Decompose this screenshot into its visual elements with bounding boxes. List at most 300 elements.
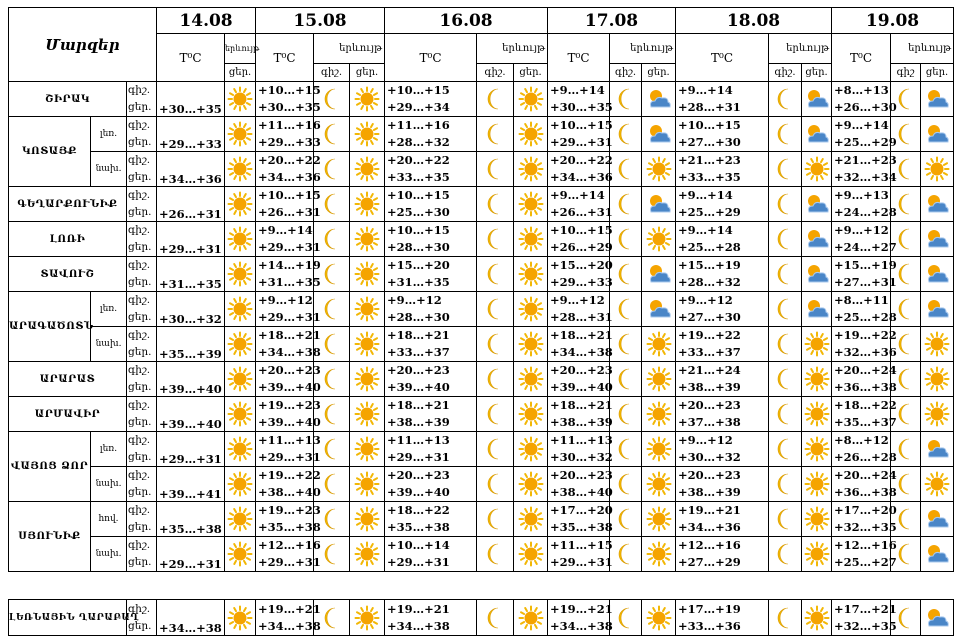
temp-range <box>256 117 321 152</box>
temp-range <box>832 537 897 572</box>
moon-icon <box>477 327 514 362</box>
night-temp: +20…+23 <box>678 398 741 412</box>
moon-icon <box>769 152 802 187</box>
day-night-label <box>127 362 157 397</box>
date-header: 14.08 <box>157 8 256 34</box>
sun-icon <box>802 467 832 502</box>
night-temp: +11…+15 <box>550 538 613 552</box>
temp-range <box>832 502 897 537</box>
table-row <box>9 537 954 572</box>
sun-icon <box>350 537 385 572</box>
partly-cloudy-icon <box>802 82 832 117</box>
day-night-label <box>127 397 157 432</box>
partly-cloudy-icon <box>921 292 954 327</box>
temp-range <box>256 327 321 362</box>
moon-icon <box>610 117 642 152</box>
day-temp: +33…+37 <box>678 345 741 359</box>
day-label: ցեր. <box>128 556 152 568</box>
night-temp: +9…+13 <box>834 188 889 202</box>
partly-cloudy-icon <box>802 292 832 327</box>
day-header: ցեր. <box>642 64 676 82</box>
temp-value: +35…+39 <box>157 327 225 362</box>
sun-icon <box>225 257 256 292</box>
subregion-label: լեռ. <box>91 432 127 467</box>
temp-range <box>256 362 321 397</box>
day-temp: +28…+32 <box>387 135 450 149</box>
temp-range <box>256 502 321 537</box>
temp-range <box>676 82 769 117</box>
day-temp: +25…+28 <box>834 310 897 324</box>
day-temp: +25…+29 <box>678 205 741 219</box>
day-label: ցեր. <box>128 451 152 463</box>
day-temp: +34…+38 <box>550 345 613 359</box>
temp-header: T⁰C <box>157 34 225 82</box>
partly-cloudy-icon <box>921 117 954 152</box>
sun-icon <box>350 600 385 636</box>
temp-value: +34…+36 <box>157 152 225 187</box>
sun-icon <box>350 187 385 222</box>
sun-icon <box>225 397 256 432</box>
partly-cloudy-icon <box>921 257 954 292</box>
moon-icon <box>769 292 802 327</box>
sun-icon <box>225 327 256 362</box>
day-label: ցեր. <box>128 416 152 428</box>
moon-icon <box>477 502 514 537</box>
temp-range <box>385 187 477 222</box>
region-name: ՏԱՎՈՒՇ <box>9 257 127 292</box>
night-temp: +20…+23 <box>550 468 613 482</box>
day-temp: +26…+31 <box>258 205 321 219</box>
day-header: ցեր. <box>225 64 256 82</box>
moon-icon <box>769 600 802 636</box>
temp-range <box>256 82 321 117</box>
day-temp: +37…+38 <box>678 415 741 429</box>
temp-range <box>256 600 321 636</box>
moon-icon <box>610 502 642 537</box>
temp-value: +29…+31 <box>157 222 225 257</box>
subregion-label: հով. <box>91 502 127 537</box>
night-temp: +9…+12 <box>258 293 313 307</box>
subregion-label: նախ. <box>91 467 127 502</box>
date-header: 16.08 <box>385 8 548 34</box>
night-label: գիշ. <box>128 539 151 551</box>
sun-icon <box>802 600 832 636</box>
night-header: գիշ. <box>610 64 642 82</box>
subregion-label: նախ. <box>91 537 127 572</box>
temp-range <box>256 397 321 432</box>
moon-icon <box>477 117 514 152</box>
day-temp: +30…+32 <box>678 450 741 464</box>
day-temp: +38…+39 <box>387 415 450 429</box>
day-temp: +39…+40 <box>550 380 613 394</box>
night-temp: +12…+16 <box>678 538 741 552</box>
day-temp: +38…+40 <box>258 485 321 499</box>
temp-range <box>385 467 477 502</box>
temp-range <box>832 222 897 257</box>
day-temp: +36…+38 <box>834 380 897 394</box>
moon-icon <box>769 362 802 397</box>
night-temp: +19…+22 <box>678 328 741 342</box>
day-temp: +29…+33 <box>258 135 321 149</box>
day-label: ցեր. <box>128 206 152 218</box>
day-night-label <box>127 187 157 222</box>
moon-icon <box>769 327 802 362</box>
sun-icon <box>802 152 832 187</box>
forecast-table <box>8 7 954 572</box>
day-temp: +27…+30 <box>678 310 741 324</box>
temp-range <box>548 82 613 117</box>
moon-icon <box>477 467 514 502</box>
temp-value: +30…+32 <box>157 292 225 327</box>
table-row <box>9 397 954 432</box>
sun-icon <box>225 222 256 257</box>
temp-range <box>832 152 897 187</box>
sun-icon <box>350 82 385 117</box>
day-temp: +29…+33 <box>550 275 613 289</box>
temp-range <box>256 537 321 572</box>
moon-icon <box>610 467 642 502</box>
temp-range <box>832 117 897 152</box>
night-temp: +9…+12 <box>834 223 889 237</box>
day-temp: +29…+31 <box>550 135 613 149</box>
night-temp: +19…+21 <box>258 601 321 616</box>
temp-range <box>676 397 769 432</box>
moon-icon <box>477 432 514 467</box>
sun-icon <box>802 397 832 432</box>
day-temp: +25…+29 <box>834 135 897 149</box>
moon-icon <box>610 222 642 257</box>
day-temp: +30…+35 <box>550 100 613 114</box>
moon-icon <box>769 397 802 432</box>
temp-range <box>385 397 477 432</box>
region-name: ԱՐԱԳԱԾՈՏՆ <box>9 292 91 362</box>
night-temp: +11…+13 <box>387 433 450 447</box>
moon-icon <box>610 152 642 187</box>
sun-icon <box>225 362 256 397</box>
temp-range <box>832 600 897 636</box>
temp-range <box>385 82 477 117</box>
day-temp: +31…+35 <box>387 275 450 289</box>
night-temp: +9…+12 <box>550 293 605 307</box>
moon-icon <box>610 187 642 222</box>
night-temp: +9…+14 <box>678 223 733 237</box>
temp-range <box>676 292 769 327</box>
night-temp: +8…+13 <box>834 83 889 97</box>
region-name: ԼՈՌԻ <box>9 222 127 257</box>
night-label: գիշ. <box>128 259 151 271</box>
day-temp: +26…+30 <box>834 100 897 114</box>
night-header: գիշ. <box>769 64 802 82</box>
temp-range <box>676 467 769 502</box>
moon-icon <box>769 187 802 222</box>
day-header: ցեր. <box>802 64 832 82</box>
moon-icon <box>610 257 642 292</box>
moon-icon <box>610 82 642 117</box>
day-temp: +35…+38 <box>387 520 450 534</box>
night-label: գիշ. <box>128 224 151 236</box>
day-temp: +39…+40 <box>387 380 450 394</box>
sun-icon <box>514 117 548 152</box>
sun-icon <box>225 467 256 502</box>
day-temp: +25…+30 <box>387 205 450 219</box>
night-header: գիշ. <box>314 64 350 82</box>
day-temp: +34…+38 <box>258 618 321 633</box>
sun-icon <box>350 152 385 187</box>
moon-icon <box>477 257 514 292</box>
temp-range <box>548 117 613 152</box>
partly-cloudy-icon <box>642 187 676 222</box>
temp-range <box>548 187 613 222</box>
temp-range <box>385 537 477 572</box>
phenomena-header: երևույթ <box>477 34 548 64</box>
table-row <box>9 327 954 362</box>
sun-icon <box>350 502 385 537</box>
table-row <box>9 600 954 636</box>
day-temp: +28…+31 <box>678 100 741 114</box>
night-label: գիշ. <box>128 119 151 131</box>
table-row <box>9 152 954 187</box>
temp-range <box>548 292 613 327</box>
day-temp: +32…+35 <box>834 618 897 633</box>
night-header: գիշ. <box>477 64 514 82</box>
temp-range <box>385 327 477 362</box>
temp-range <box>548 362 613 397</box>
day-night-label <box>127 600 157 636</box>
night-temp: +9…+14 <box>678 188 733 202</box>
night-label: գիշ. <box>128 602 151 615</box>
night-temp: +17…+20 <box>834 503 897 517</box>
day-header: ցեր. <box>921 64 954 82</box>
day-label: ցեր. <box>128 311 152 323</box>
night-temp: +10…+15 <box>678 118 741 132</box>
day-label: ցեր. <box>128 241 152 253</box>
night-temp: +9…+14 <box>678 83 733 97</box>
date-header: 17.08 <box>548 8 676 34</box>
sun-icon <box>921 362 954 397</box>
night-temp: +20…+22 <box>258 153 321 167</box>
night-temp: +10…+15 <box>550 118 613 132</box>
night-temp: +11…+13 <box>258 433 321 447</box>
night-temp: +9…+14 <box>550 188 605 202</box>
temp-range <box>256 187 321 222</box>
night-label: գիշ. <box>128 434 151 446</box>
day-temp: +27…+31 <box>834 275 897 289</box>
sun-icon <box>802 537 832 572</box>
day-temp: +24…+27 <box>834 240 897 254</box>
night-temp: +20…+22 <box>387 153 450 167</box>
region-name: ԱՐՄԱՎԻՐ <box>9 397 127 432</box>
night-temp: +10…+14 <box>387 538 450 552</box>
sun-icon <box>514 82 548 117</box>
temp-range <box>548 600 613 636</box>
sun-icon <box>802 502 832 537</box>
sun-icon <box>642 362 676 397</box>
night-temp: +8…+12 <box>834 433 889 447</box>
moon-icon <box>769 502 802 537</box>
temp-range <box>676 537 769 572</box>
day-temp: +33…+37 <box>387 345 450 359</box>
temp-range <box>385 432 477 467</box>
moon-icon <box>769 82 802 117</box>
night-temp: +19…+22 <box>834 328 897 342</box>
night-temp: +10…+15 <box>550 223 613 237</box>
sun-icon <box>514 502 548 537</box>
day-temp: +26…+31 <box>550 205 613 219</box>
partly-cloudy-icon <box>921 502 954 537</box>
night-temp: +19…+21 <box>387 601 450 616</box>
partly-cloudy-icon <box>921 432 954 467</box>
day-temp: +38…+40 <box>550 485 613 499</box>
temp-range <box>676 222 769 257</box>
phenomena-header: երևույթ <box>769 34 832 64</box>
day-label: ցեր. <box>128 276 152 288</box>
phenomena-header: երևույթ <box>225 34 256 64</box>
date-header: 19.08 <box>832 8 954 34</box>
day-temp: +28…+31 <box>550 310 613 324</box>
day-temp: +28…+32 <box>678 275 741 289</box>
sun-icon <box>514 292 548 327</box>
temp-header: T⁰C <box>385 34 477 82</box>
moon-icon <box>477 397 514 432</box>
moon-icon <box>477 152 514 187</box>
night-temp: +11…+16 <box>258 118 321 132</box>
temp-header: T⁰C <box>548 34 610 82</box>
night-temp: +19…+22 <box>258 468 321 482</box>
night-temp: +18…+22 <box>834 398 897 412</box>
day-temp: +35…+38 <box>258 520 321 534</box>
day-label: ցեր. <box>128 486 152 498</box>
day-label: ցեր. <box>128 521 152 533</box>
night-temp: +11…+16 <box>387 118 450 132</box>
moon-icon <box>477 537 514 572</box>
day-temp: +39…+40 <box>258 415 321 429</box>
day-temp: +29…+31 <box>387 555 450 569</box>
region-name: ՍՅՈՒՆԻՔ <box>9 502 91 572</box>
sun-icon <box>225 502 256 537</box>
sun-icon <box>350 327 385 362</box>
temp-header: T⁰C <box>256 34 314 82</box>
moon-icon <box>610 327 642 362</box>
night-temp: +18…+21 <box>387 398 450 412</box>
night-temp: +20…+22 <box>550 153 613 167</box>
subregion-label: նախ. <box>91 327 127 362</box>
moon-icon <box>477 187 514 222</box>
night-temp: +21…+23 <box>834 153 897 167</box>
night-label: գիշ. <box>128 399 151 411</box>
moon-icon <box>769 222 802 257</box>
night-temp: +14…+19 <box>258 258 321 272</box>
sun-icon <box>642 600 676 636</box>
temp-header: T⁰C <box>832 34 891 82</box>
day-temp: +24…+28 <box>834 205 897 219</box>
day-temp: +27…+30 <box>678 135 741 149</box>
moon-icon <box>477 362 514 397</box>
partly-cloudy-icon <box>921 82 954 117</box>
day-label: ցեր. <box>128 101 152 113</box>
night-header: գիշ <box>891 64 921 82</box>
moon-icon <box>477 292 514 327</box>
night-temp: +19…+23 <box>258 503 321 517</box>
day-temp: +30…+35 <box>258 100 321 114</box>
temp-range <box>548 327 613 362</box>
day-temp: +29…+31 <box>550 555 613 569</box>
night-temp: +10…+15 <box>387 188 450 202</box>
temp-range <box>548 222 613 257</box>
moon-icon <box>769 257 802 292</box>
temp-range <box>832 467 897 502</box>
date-header: 18.08 <box>676 8 832 34</box>
moon-icon <box>610 537 642 572</box>
temp-range <box>385 222 477 257</box>
temp-range <box>832 397 897 432</box>
temp-range <box>832 432 897 467</box>
night-temp: +10…+15 <box>387 83 450 97</box>
night-temp: +18…+21 <box>550 398 613 412</box>
day-night-label <box>127 467 157 502</box>
region-name: ԱՐԱՐԱՏ <box>9 362 127 397</box>
phenomena-header: երևույթ <box>891 34 954 64</box>
moon-icon <box>477 222 514 257</box>
day-temp: +25…+27 <box>834 555 897 569</box>
temp-range <box>256 292 321 327</box>
night-temp: +15…+19 <box>834 258 897 272</box>
day-temp: +31…+35 <box>258 275 321 289</box>
temp-range <box>548 152 613 187</box>
temp-range <box>676 152 769 187</box>
night-temp: +17…+19 <box>678 601 741 616</box>
temp-range <box>256 222 321 257</box>
moon-icon <box>477 82 514 117</box>
day-temp: +32…+35 <box>834 520 897 534</box>
sun-icon <box>514 397 548 432</box>
night-temp: +20…+23 <box>678 468 741 482</box>
temp-value: +39…+41 <box>157 467 225 502</box>
day-temp: +29…+31 <box>258 450 321 464</box>
region-name: ԼԵՌՆԱՅԻՆ ՂԱՐԱԲԱՂ <box>9 600 127 636</box>
day-night-label <box>127 117 157 152</box>
temp-range <box>676 362 769 397</box>
night-temp: +20…+23 <box>258 363 321 377</box>
sun-icon <box>350 117 385 152</box>
night-label: գիշ. <box>128 504 151 516</box>
day-temp: +29…+31 <box>387 450 450 464</box>
partly-cloudy-icon <box>921 600 954 636</box>
night-temp: +20…+23 <box>550 363 613 377</box>
partly-cloudy-icon <box>642 117 676 152</box>
sun-icon <box>514 537 548 572</box>
temp-value: +31…+35 <box>157 257 225 292</box>
night-temp: +12…+16 <box>258 538 321 552</box>
subregion-label: լեռ. <box>91 292 127 327</box>
day-night-label <box>127 292 157 327</box>
temp-value: +35…+38 <box>157 502 225 537</box>
day-night-label <box>127 432 157 467</box>
day-night-label <box>127 327 157 362</box>
sun-icon <box>642 397 676 432</box>
temp-range <box>676 257 769 292</box>
day-temp: +29…+31 <box>258 240 321 254</box>
temp-range <box>676 117 769 152</box>
day-night-label <box>127 502 157 537</box>
table-row <box>9 187 954 222</box>
sun-icon <box>514 467 548 502</box>
sun-icon <box>350 467 385 502</box>
night-temp: +10…+15 <box>387 223 450 237</box>
day-temp: +33…+36 <box>678 618 741 633</box>
moon-icon <box>769 432 802 467</box>
day-temp: +34…+38 <box>550 618 613 633</box>
region-name: ՇԻՐԱԿ <box>9 82 127 117</box>
